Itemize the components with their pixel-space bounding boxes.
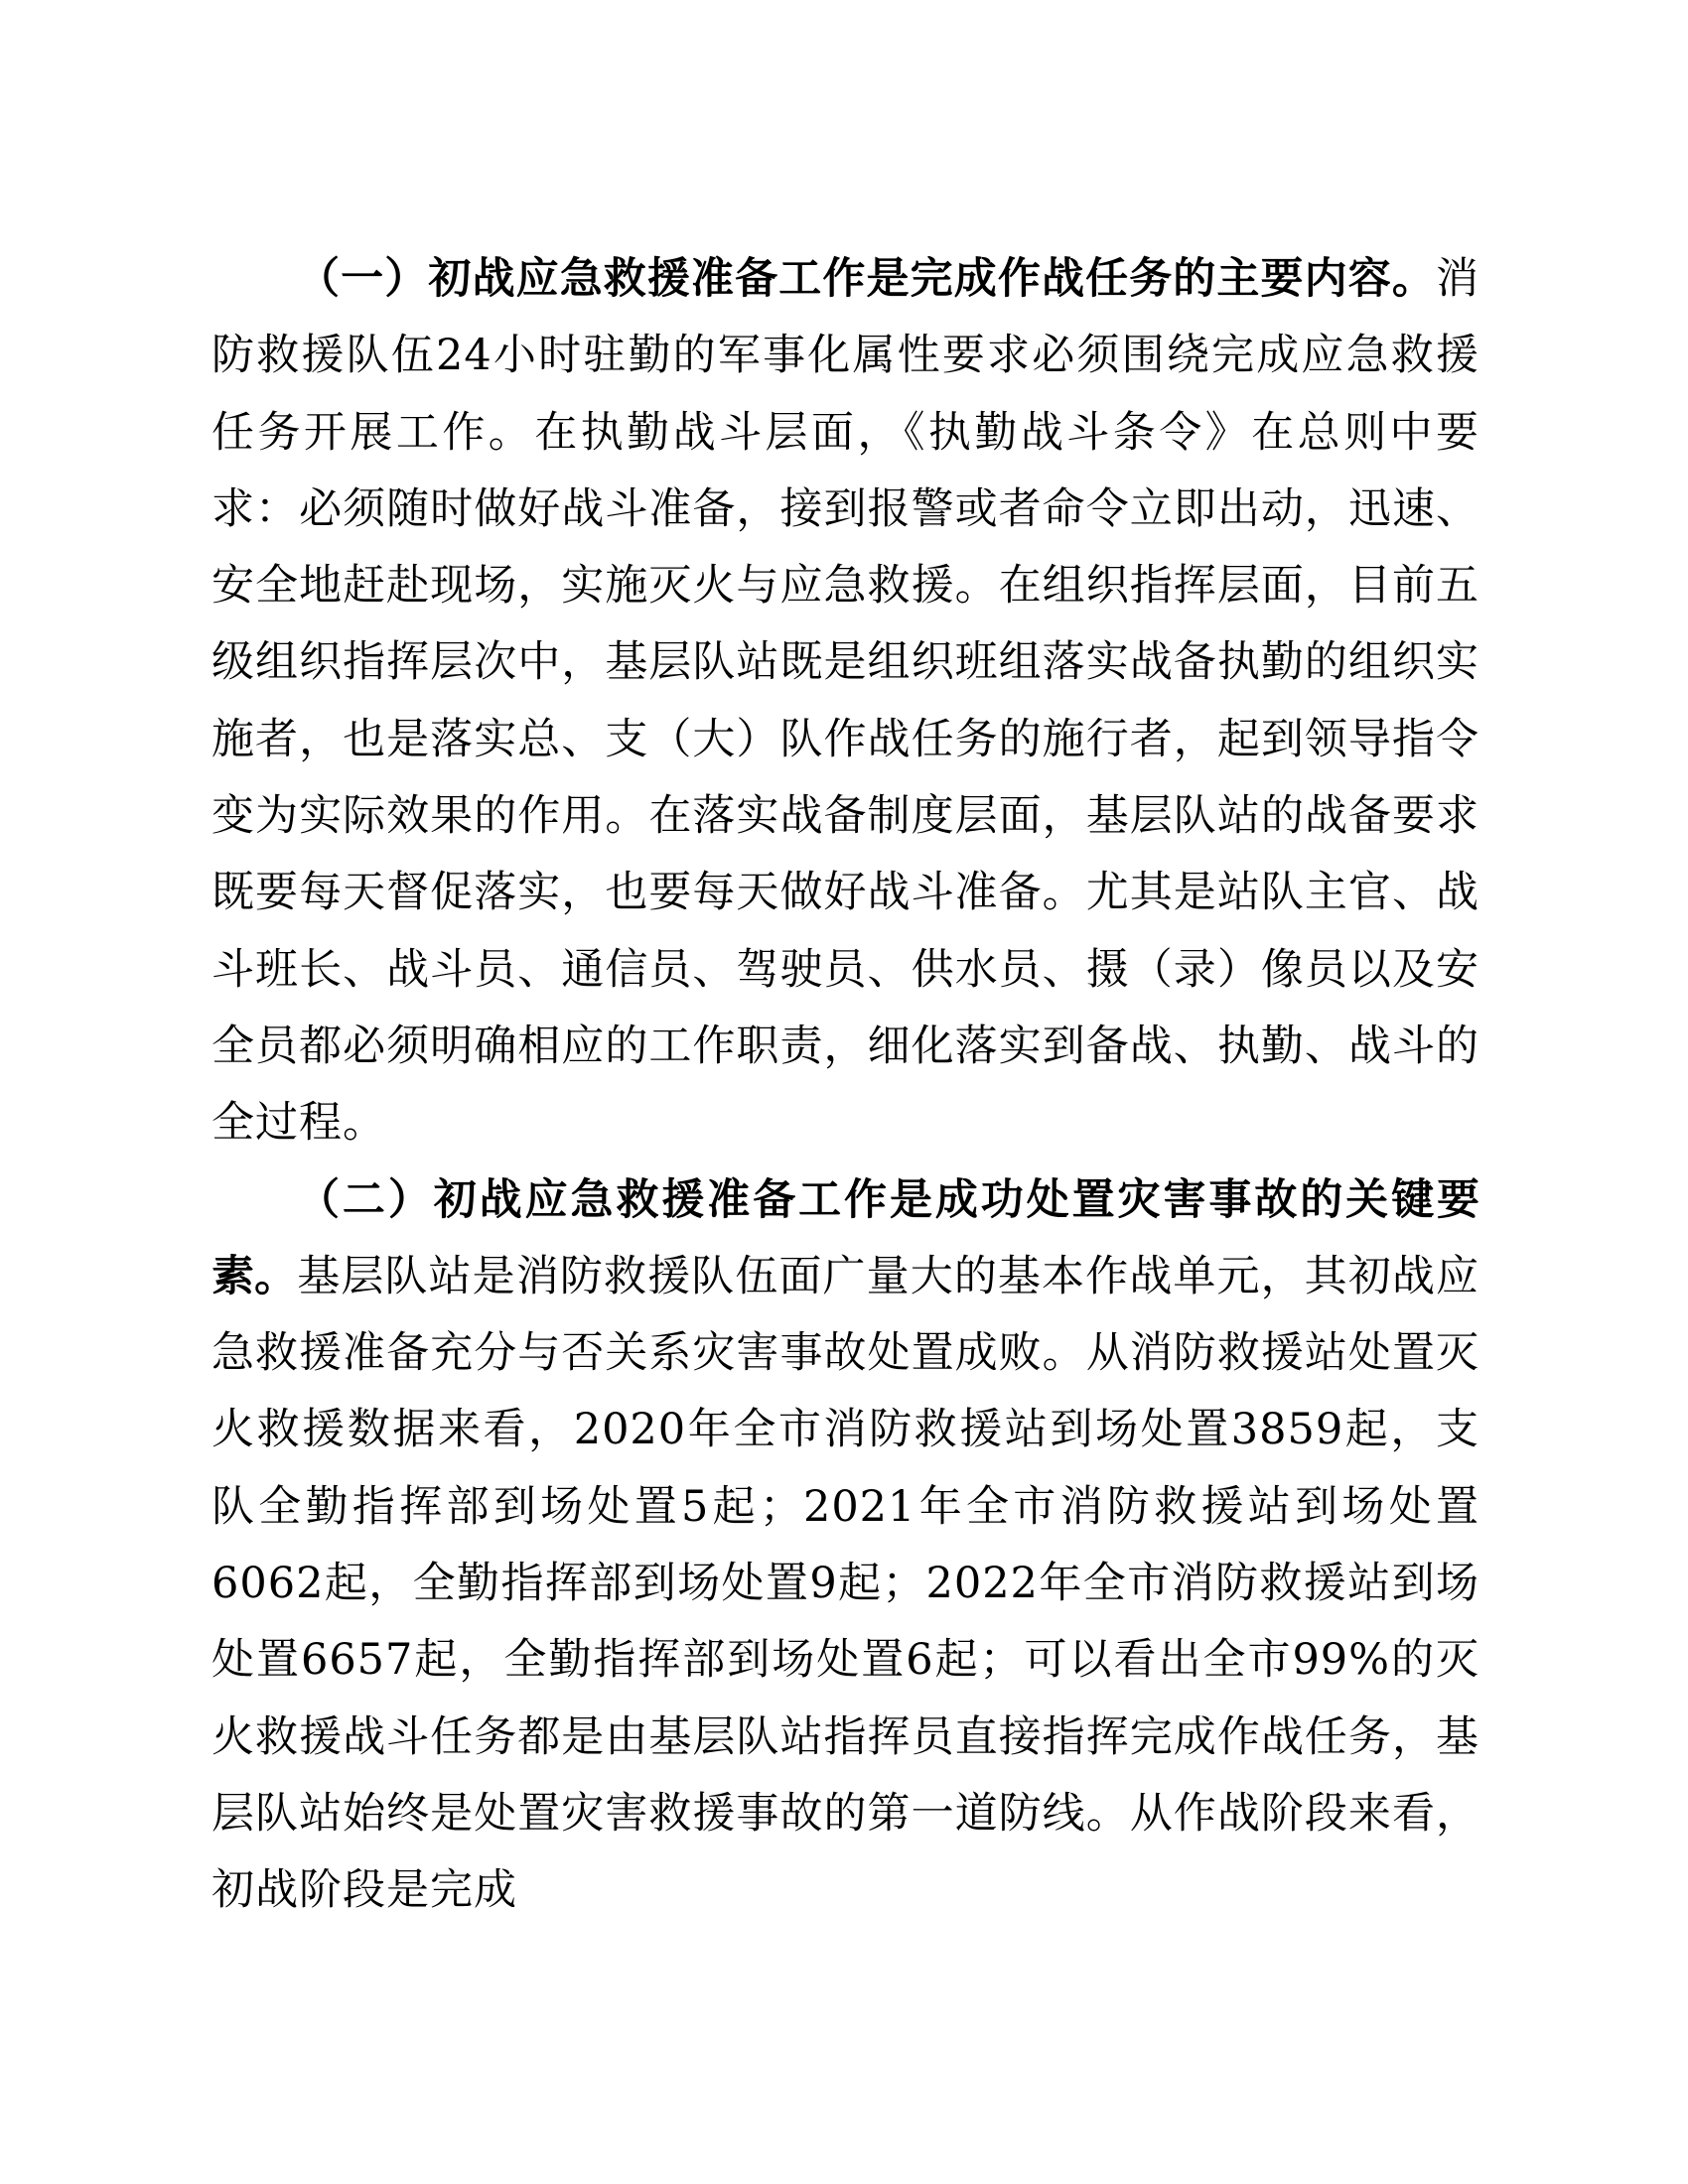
paragraph-2 xyxy=(211,1162,1479,1930)
paragraph-2-body: 基层队站是消防救援队伍面广量大的基本作战单元，其初战应急救援准备充分与否关系灾害事故处置成败。从消防救援站处置灭火救援数据来看，2020年全市消防救援站到场处置3859起，支队全勤指挥部到场处置5起；2021年全市消防救援站到场处置6062起，全勤指挥部到场处置9起；2022年全市消防救援站到场处置6657起，全勤指挥部到场处置6起；可以看出全市99%的灭火救援战斗任务都是由基层队站指挥员直接指挥完成作战任务，基层队站始终是处置灾害救援事故的第一道防线。从作战阶段来看，初战阶段是完成 xyxy=(211,1251,1480,1916)
paragraph-1-heading: （一）初战应急救援准备工作是完成作战任务的主要内容。 xyxy=(297,254,1436,304)
paragraph-1-body: 消防救援队伍24小时驻勤的军事化属性要求必须围绕完成应急救援任务开展工作。在执勤战斗层面，《执勤战斗条令》在总则中要求：必须随时做好战斗准备，接到报警或者命令立即出动，迅速、安全地赶赴现场，实施灭火与应急救援。在组织指挥层面，目前五级组织指挥层次中，基层队站既是组织班组落实战备执勤的组织实施者，也是落实总、支（大）队作战任务的施行者，起到领导指令变为实际效果的作用。在落实战备制度层面，基层队站的战备要求既要每天督促落实，也要每天做好战斗准备。尤其是站队主官、战斗班长、战斗员、通信员、驾驶员、供水员、摄（录）像员以及安全员都必须明确相应的工作职责，细化落实到备战、执勤、战斗的全过程。 xyxy=(211,254,1479,1149)
paragraph-2-heading: （二）初战应急救援准备工作是成功处置灾害事故的关键要素。 xyxy=(211,1174,1479,1301)
document-body xyxy=(211,241,1479,1930)
paragraph-1 xyxy=(211,241,1479,1162)
